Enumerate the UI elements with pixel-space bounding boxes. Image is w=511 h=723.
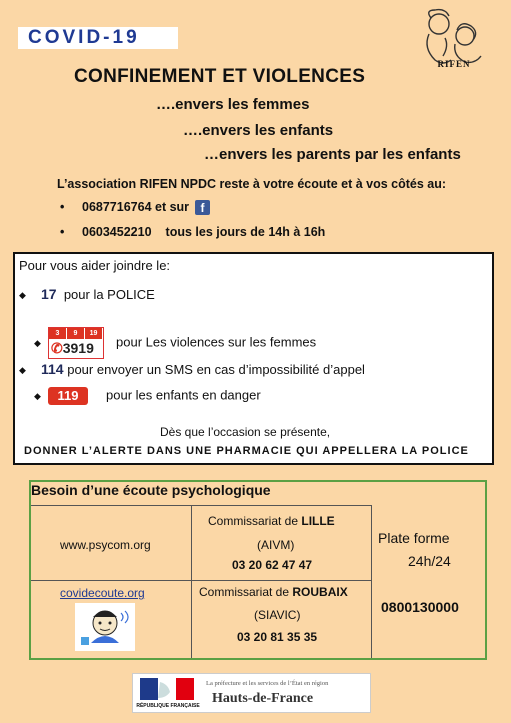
roubaix-phone: 03 20 81 35 35 — [237, 630, 318, 644]
phone-2: 0603452210 — [82, 225, 152, 239]
logo-3919: 3 9 19 ✆3919 — [48, 327, 104, 359]
lille-label: Commissariat de LILLE — [208, 514, 335, 528]
bullet-icon: ◆ — [34, 337, 41, 348]
prefecture-text: La préfecture et les services de l’État en région — [206, 680, 329, 687]
hours: tous les jours de 14h à 16h — [165, 225, 326, 239]
phone-icon: ✆ — [51, 340, 63, 356]
psycom-link[interactable]: www.psycom.org — [60, 538, 151, 552]
subtitle-women: ….envers les femmes — [156, 96, 310, 113]
platform-phone: 0800130000 — [381, 599, 459, 615]
association-intro: L’association RIFEN NPDC reste à votre écoute et à vos côtés au: — [57, 177, 447, 191]
children-line — [34, 387, 261, 405]
occasion-text: Dès que l’occasion se présente, — [160, 425, 331, 439]
psy-heading: Besoin d’une écoute psychologique — [31, 482, 271, 498]
roubaix-label: Commissariat de ROUBAIX — [199, 585, 348, 599]
logo-text: RIFEN — [437, 59, 471, 69]
table-divider — [371, 505, 372, 658]
bullet-icon: ◆ — [34, 390, 41, 401]
bullet-icon: • — [60, 225, 65, 239]
sms-line — [19, 361, 365, 377]
violence-line — [34, 327, 316, 359]
table-divider — [31, 505, 371, 506]
roubaix-org: (SIAVIC) — [254, 608, 301, 622]
facebook-icon[interactable]: f — [195, 200, 210, 215]
police-number: 17 — [41, 286, 57, 302]
page-title: CONFINEMENT ET VIOLENCES — [74, 66, 366, 87]
police-text: pour la POLICE — [63, 287, 155, 302]
subtitle-parents: …envers les parents par les enfants — [204, 146, 461, 163]
sms-text: pour envoyer un SMS en cas d’impossibilité d’appel — [67, 362, 365, 377]
table-divider — [191, 505, 192, 658]
platform-hours: 24h/24 — [408, 553, 451, 569]
bullet-icon: ◆ — [19, 365, 26, 376]
listening-face-icon — [75, 603, 135, 651]
bullet-icon: ◆ — [19, 290, 26, 301]
platform-label: Plate forme — [378, 530, 450, 546]
covidecoute-link[interactable]: covidecoute.org — [60, 586, 145, 600]
republique-francaise-text: RÉPUBLIQUE FRANÇAISE — [136, 703, 200, 709]
region-name: Hauts-de-France — [212, 691, 314, 706]
help-intro: Pour vous aider joindre le: — [19, 258, 171, 273]
children-text: pour les enfants en danger — [106, 387, 261, 403]
sms-number: 114 — [41, 361, 64, 377]
phone-line-1 — [60, 200, 210, 215]
covid-badge: COVID-19 — [18, 27, 178, 49]
violence-text: pour Les violences sur les femmes — [116, 334, 317, 350]
phone-1: 0687716764 et sur — [82, 200, 190, 214]
police-line — [19, 286, 155, 302]
bullet-icon: • — [60, 200, 65, 214]
phone-line-2 — [60, 225, 325, 239]
subtitle-children: ….envers les enfants — [183, 122, 334, 139]
logo-119: 119 — [48, 387, 88, 405]
alert-text: DONNER L’ALERTE DANS UNE PHARMACIE QUI APPELLERA LA POLICE — [24, 445, 469, 457]
table-divider — [31, 580, 371, 581]
lille-phone: 03 20 62 47 47 — [232, 558, 313, 572]
lille-org: (AIVM) — [257, 538, 295, 552]
